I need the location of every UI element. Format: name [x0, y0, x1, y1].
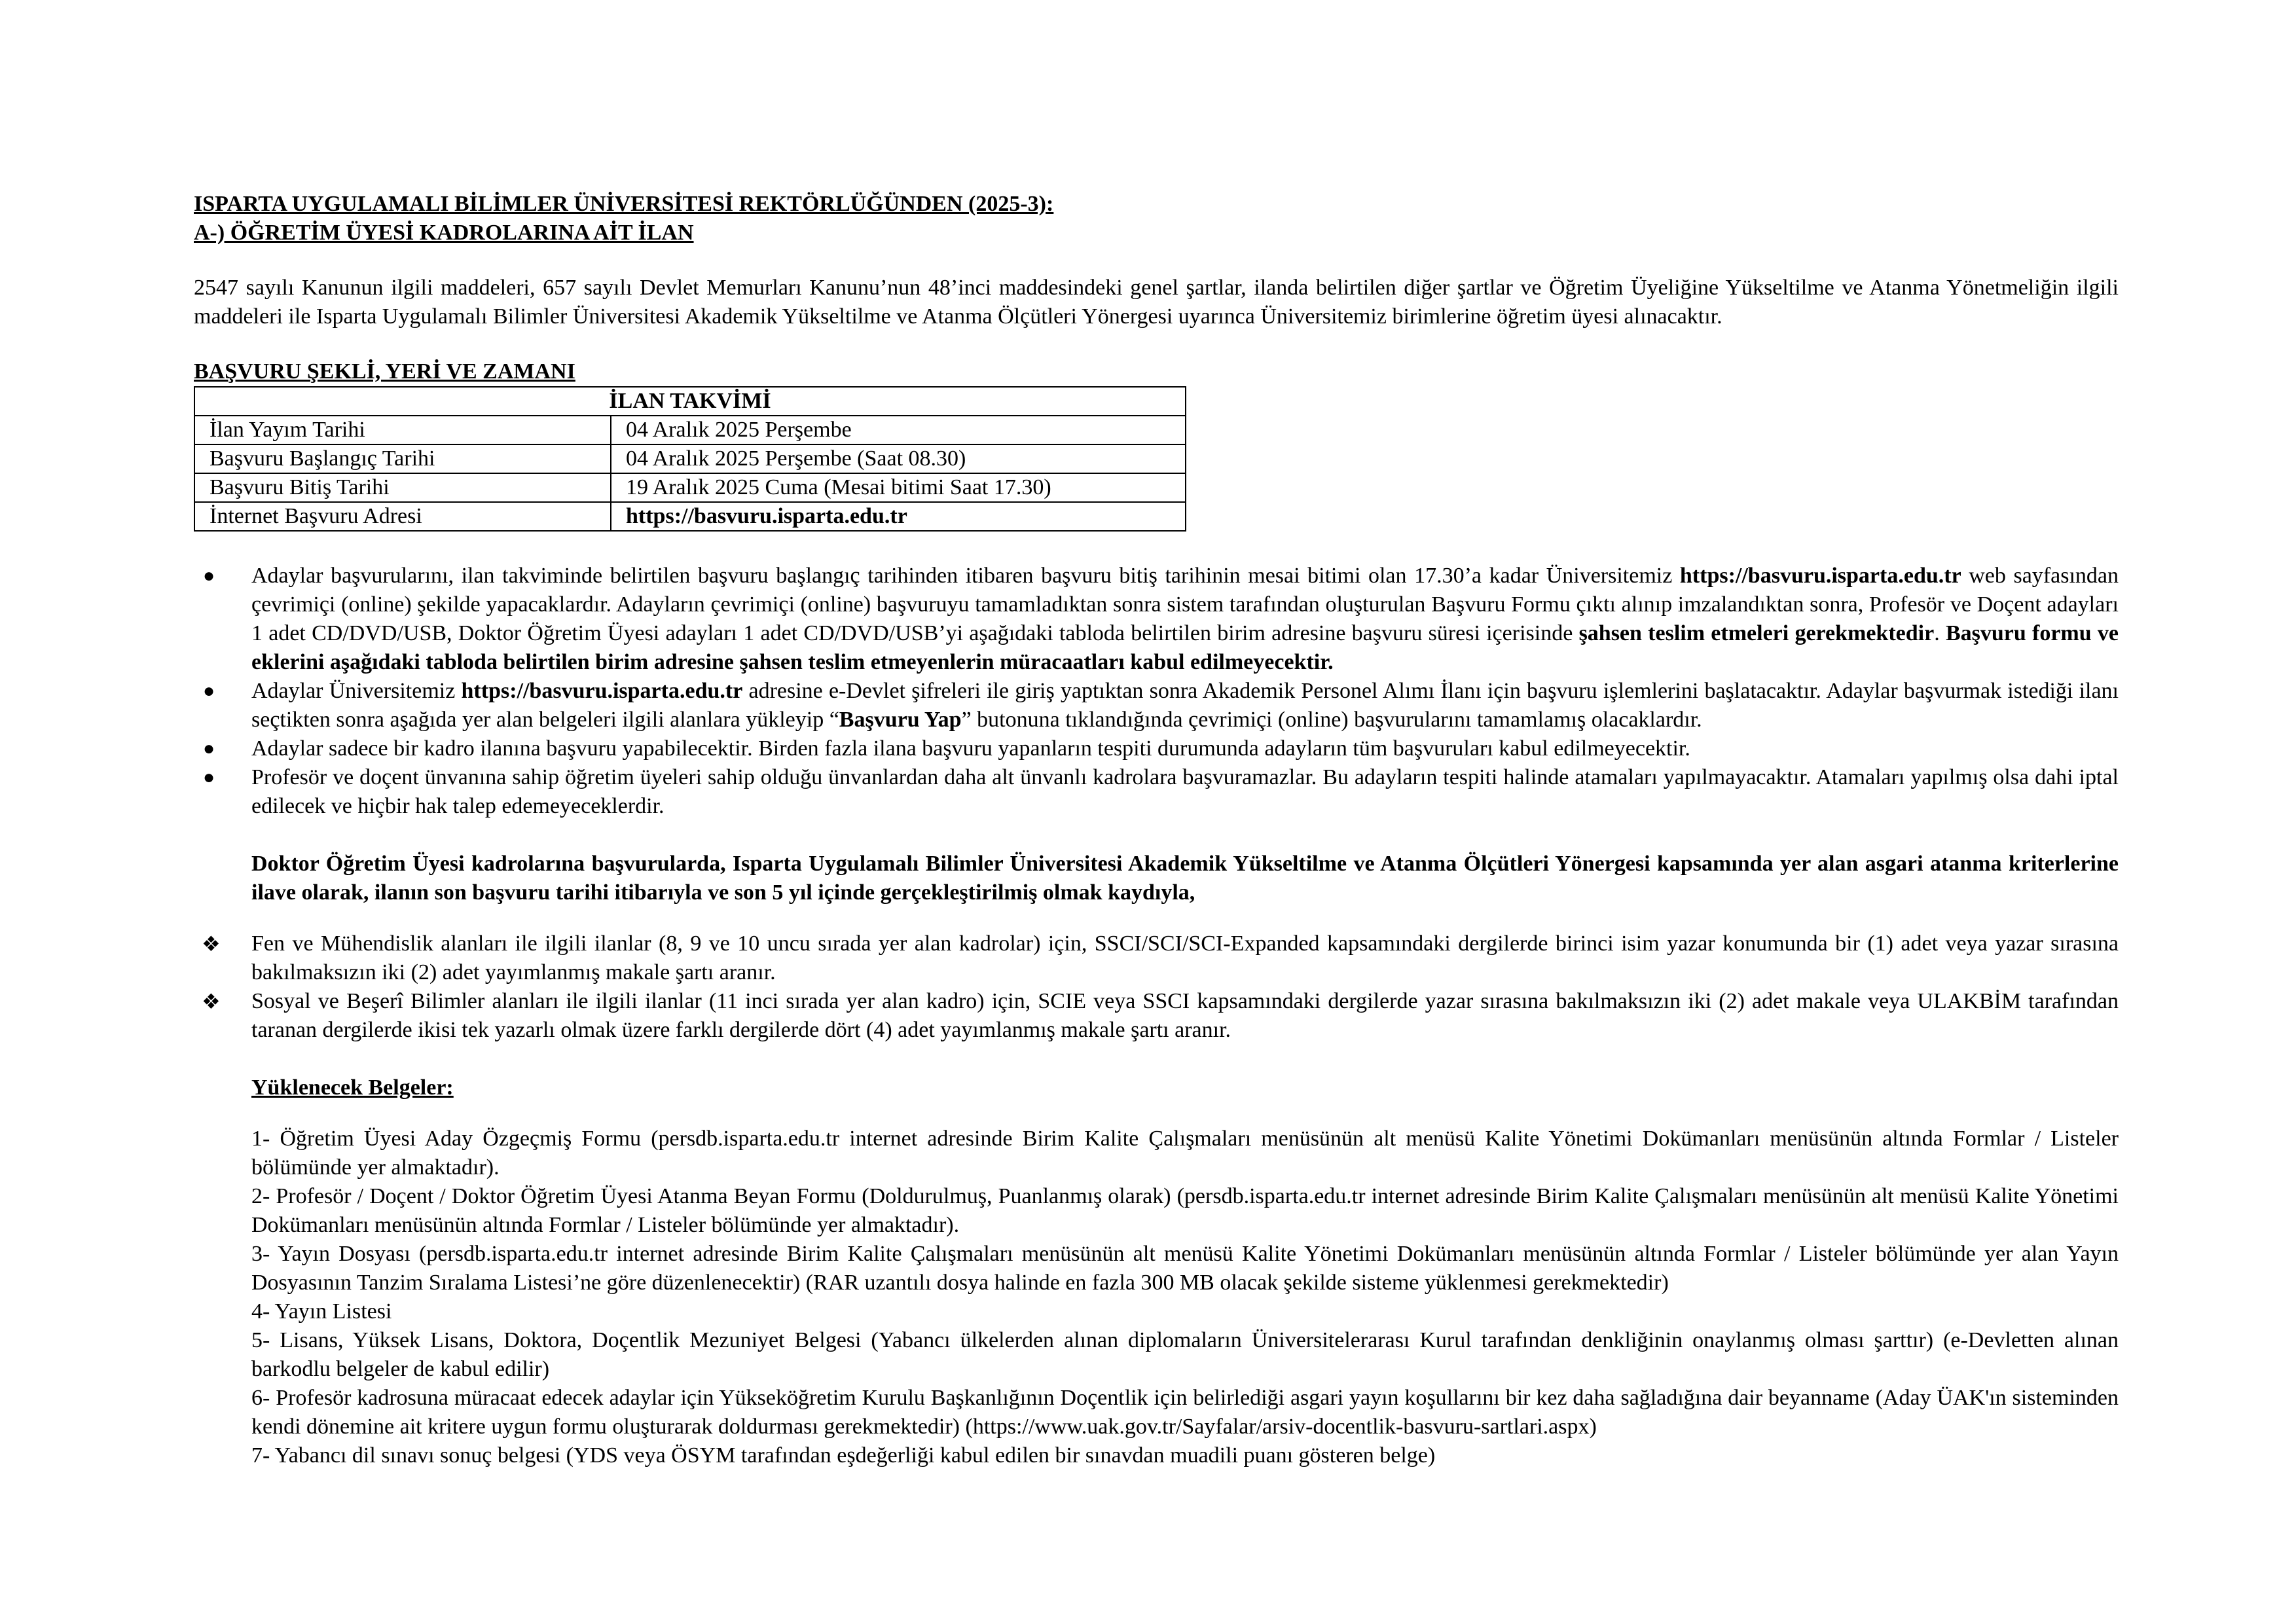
document-item: 3- Yayın Dosyası (persdb.isparta.edu.tr internet adresinde Birim Kalite Çalışmaları menüsünün alt menüsü Kalite Yönetimi Dokümanları menüsünün altında Formlar / Listeler bölümünde yer alan Yayın Dosyasının Tanzim Sıralama Listesi’ne göre düzenlenecektir) (RAR uzantılı dosya halinde en fazla 300 MB olacak şekilde sisteme yüklenmesi gerekmektedir) — [251, 1242, 2119, 1295]
calendar-caption-row — [194, 387, 1186, 416]
table-row — [194, 416, 1186, 444]
table-row — [194, 502, 1186, 531]
calendar-value: 04 Aralık 2025 Perşembe — [611, 416, 1186, 444]
rule-text: Adaylar sadece bir kadro ilanına başvuru yapabilecektir. Birden fazla ilana başvuru yapanların tespiti durumunda adayların tüm başvuruları kabul edilmeyecektir. — [251, 736, 1690, 761]
list-item — [194, 562, 2119, 677]
intro-paragraph: 2547 sayılı Kanunun ilgili maddeleri, 657 sayılı Devlet Memurları Kanunu’nun 48’inci maddesindeki genel şartlar, ilanda belirtilen diğer şartlar ve Öğretim Üyeliğine Yükseltilme ve Atanma Yönetmeliğin ilgili maddeleri ile Isparta Uygulamalı Bilimler Üniversitesi Akademik Yükseltilme ve Atanma Ölçütleri Yönergesi uyarınca Üniversitemiz birimlerine öğretim üyesi alınacaktır. — [194, 276, 2119, 329]
rule-emphasis: şahsen teslim etmeleri gerekmektedir — [1578, 621, 1935, 645]
rule-text: ” butonuna tıklandığında çevrimiçi (online) başvurularını tamamlamış olacaklardır. — [961, 708, 1702, 732]
criteria-list — [194, 929, 2119, 1045]
document-item: 4- Yayın Listesi — [251, 1299, 392, 1324]
document-item: 7- Yabancı dil sınavı sonuç belgesi (YDS veya ÖSYM tarafından eşdeğerliği kabul edilen bir sınavdan muadili puanı gösteren belge) — [251, 1443, 1436, 1468]
list-item — [194, 677, 2119, 734]
list-item — [194, 929, 2119, 987]
calendar-label: Başvuru Başlangıç Tarihi — [194, 444, 611, 473]
document-item: 6- Profesör kadrosuna müracaat edecek adaylar için Yükseköğretim Kurulu Başkanlığının Doçentlik için belirlediği asgari yayın koşullarını bir kez daha sağladığına dair beyanname (Aday ÜAK'ın sisteminden kendi dönemine ait kritere uygun formu oluşturarak doldurması gerekmektedir) (https://www.uak.gov.tr/Sayfalar/arsiv-docentlik-basvuru-sartlari.aspx) — [251, 1386, 2119, 1439]
rule-text: Profesör ve doçent ünvanına sahip öğretim üyeleri sahip olduğu ünvanlardan daha alt ünvanlı kadrolara başvuramazlar. Bu adayların tespiti halinde atamaları yapılmayacaktır. Atamaları yapılmış olsa dahi iptal edilecek ve hiçbir hak talep edemeyeceklerdir. — [251, 765, 2119, 818]
bullet-dot-icon: ● — [203, 565, 215, 586]
calendar-value: 19 Aralık 2025 Cuma (Mesai bitimi Saat 17.30) — [611, 473, 1186, 502]
calendar-label: İnternet Başvuru Adresi — [194, 502, 611, 531]
header-line-2: A-) ÖĞRETİM ÜYESİ KADROLARINA AİT İLAN — [194, 221, 694, 245]
bullet-dot-icon: ● — [203, 680, 215, 702]
document-page — [194, 190, 2119, 1470]
rule-text: Adaylar Üniversitemiz — [251, 679, 462, 703]
bullet-dot-icon: ● — [203, 767, 215, 788]
document-item: 1- Öğretim Üyesi Aday Özgeçmiş Formu (persdb.isparta.edu.tr internet adresinde Birim Kalite Çalışmaları menüsünün alt menüsü Kalite Yönetimi Dokümanları menüsünün altında Formlar / Listeler bölümünde yer almaktadır). — [251, 1127, 2119, 1180]
criteria-intro: Doktor Öğretim Üyesi kadrolarına başvurularda, Isparta Uygulamalı Bilimler Üniversitesi Akademik Yükseltilme ve Atanma Ölçütleri Yönergesi kapsamında yer alan asgari atanma kriterlerine ilave olarak, ilanın son başvuru tarihi itibarıyla ve son 5 yıl içinde gerçekleştirilmiş olmak kaydıyla, — [251, 852, 2119, 905]
list-item — [194, 734, 2119, 763]
list-item — [194, 987, 2119, 1045]
rule-text: Adaylar başvurularını, ilan takviminde belirtilen başvuru başlangıç tarihinden itibaren başvuru bitiş tarihinin mesai bitimi olan 17.30’a kadar Üniversitemiz — [251, 564, 1680, 588]
rule-emphasis: Başvuru Yap — [839, 708, 962, 732]
document-item: 2- Profesör / Doçent / Doktor Öğretim Üyesi Atanma Beyan Formu (Doldurulmuş, Puanlanmış olarak) (persdb.isparta.edu.tr internet adresinde Birim Kalite Çalışmaları menüsünün alt menüsü Kalite Yönetimi Dokümanları menüsünün altında Formlar / Listeler bölümünde yer almaktadır). — [251, 1184, 2119, 1237]
list-item — [194, 763, 2119, 821]
rule-text: . — [1934, 621, 1946, 645]
application-rules-list — [194, 562, 2119, 821]
calendar-label: İlan Yayım Tarihi — [194, 416, 611, 444]
rule-emphasis: Başvuru formu ve eklerini aşağıdaki tabloda belirtilen birim adresine şahsen teslim etmeyenlerin müracaatları kabul edilmeyecektir. — [251, 621, 2119, 674]
rule-text: adresine e-Devlet şifreleri ile giriş yaptıktan sonra Akademik Personel Alımı İlanı için başvuru işlemlerini başlatacaktır. Adaylar başvurmak istediği ilanı seçtikten sonra aşağıda yer alan belgeleri ilgili alanlara yükleyip “ — [251, 679, 2119, 732]
calendar-value: 04 Aralık 2025 Perşembe (Saat 08.30) — [611, 444, 1186, 473]
calendar-value-url: https://basvuru.isparta.edu.tr — [611, 502, 1186, 531]
criteria-text: Sosyal ve Beşerî Bilimler alanları ile ilgili ilanlar (11 inci sırada yer alan kadro) için, SCIE veya SSCI kapsamındaki dergilerde yazar sırasına bakılmaksızın iki (2) adet makale veya ULAKBİM tarafından taranan dergilerde ikisi tek yazarlı olmak üzere farklı dergilerde dört (4) adet yayımlanmış makale şartı aranır. — [251, 989, 2119, 1042]
section-title: BAŞVURU ŞEKLİ, YERİ VE ZAMANI — [194, 359, 575, 384]
documents-title: Yüklenecek Belgeler: — [251, 1075, 454, 1100]
calendar-label: Başvuru Bitiş Tarihi — [194, 473, 611, 502]
bullet-diamond-icon: ❖ — [202, 990, 221, 1013]
bullet-diamond-icon: ❖ — [202, 932, 221, 956]
rule-text: web sayfasından çevrimiçi (online) şekilde yapacaklardır. Adayların çevrimiçi (online) başvuruyu tamamladıktan sonra sistem tarafından oluşturulan Başvuru Formu çıktı alınıp imzalandıktan sonra, Profesör ve Doçent adayları 1 adet CD/DVD/USB, Doktor Öğretim Üyesi adayları 1 adet CD/DVD/USB’yi aşağıdaki tabloda belirtilen birim adresine başvuru süresi içerisinde — [251, 564, 2119, 645]
calendar-caption: İLAN TAKVİMİ — [194, 387, 1186, 416]
table-row — [194, 444, 1186, 473]
table-row — [194, 473, 1186, 502]
criteria-text: Fen ve Mühendislik alanları ile ilgili ilanlar (8, 9 ve 10 uncu sırada yer alan kadrolar) için, SSCI/SCI/SCI-Expanded kapsamındaki dergilerde birinci isim yazar konumunda bir (1) adet veya yazar sırasına bakılmaksızın iki (2) adet yayımlanmış makale şartı aranır. — [251, 931, 2119, 984]
application-url: https://basvuru.isparta.edu.tr — [461, 679, 743, 703]
application-url: https://basvuru.isparta.edu.tr — [1679, 564, 1961, 588]
calendar-table — [194, 386, 1186, 532]
document-item: 5- Lisans, Yüksek Lisans, Doktora, Doçentlik Mezuniyet Belgesi (Yabancı ülkelerden alınan diplomaların Üniversitelerarası Kurul tarafından denkliğinin onaylanmış olması şarttır) (e-Devletten alınan barkodlu belgeler de kabul edilir) — [251, 1328, 2119, 1381]
header-line-1: ISPARTA UYGULAMALI BİLİMLER ÜNİVERSİTESİ REKTÖRLÜĞÜNDEN (2025-3): — [194, 192, 1054, 216]
bullet-dot-icon: ● — [203, 738, 215, 759]
